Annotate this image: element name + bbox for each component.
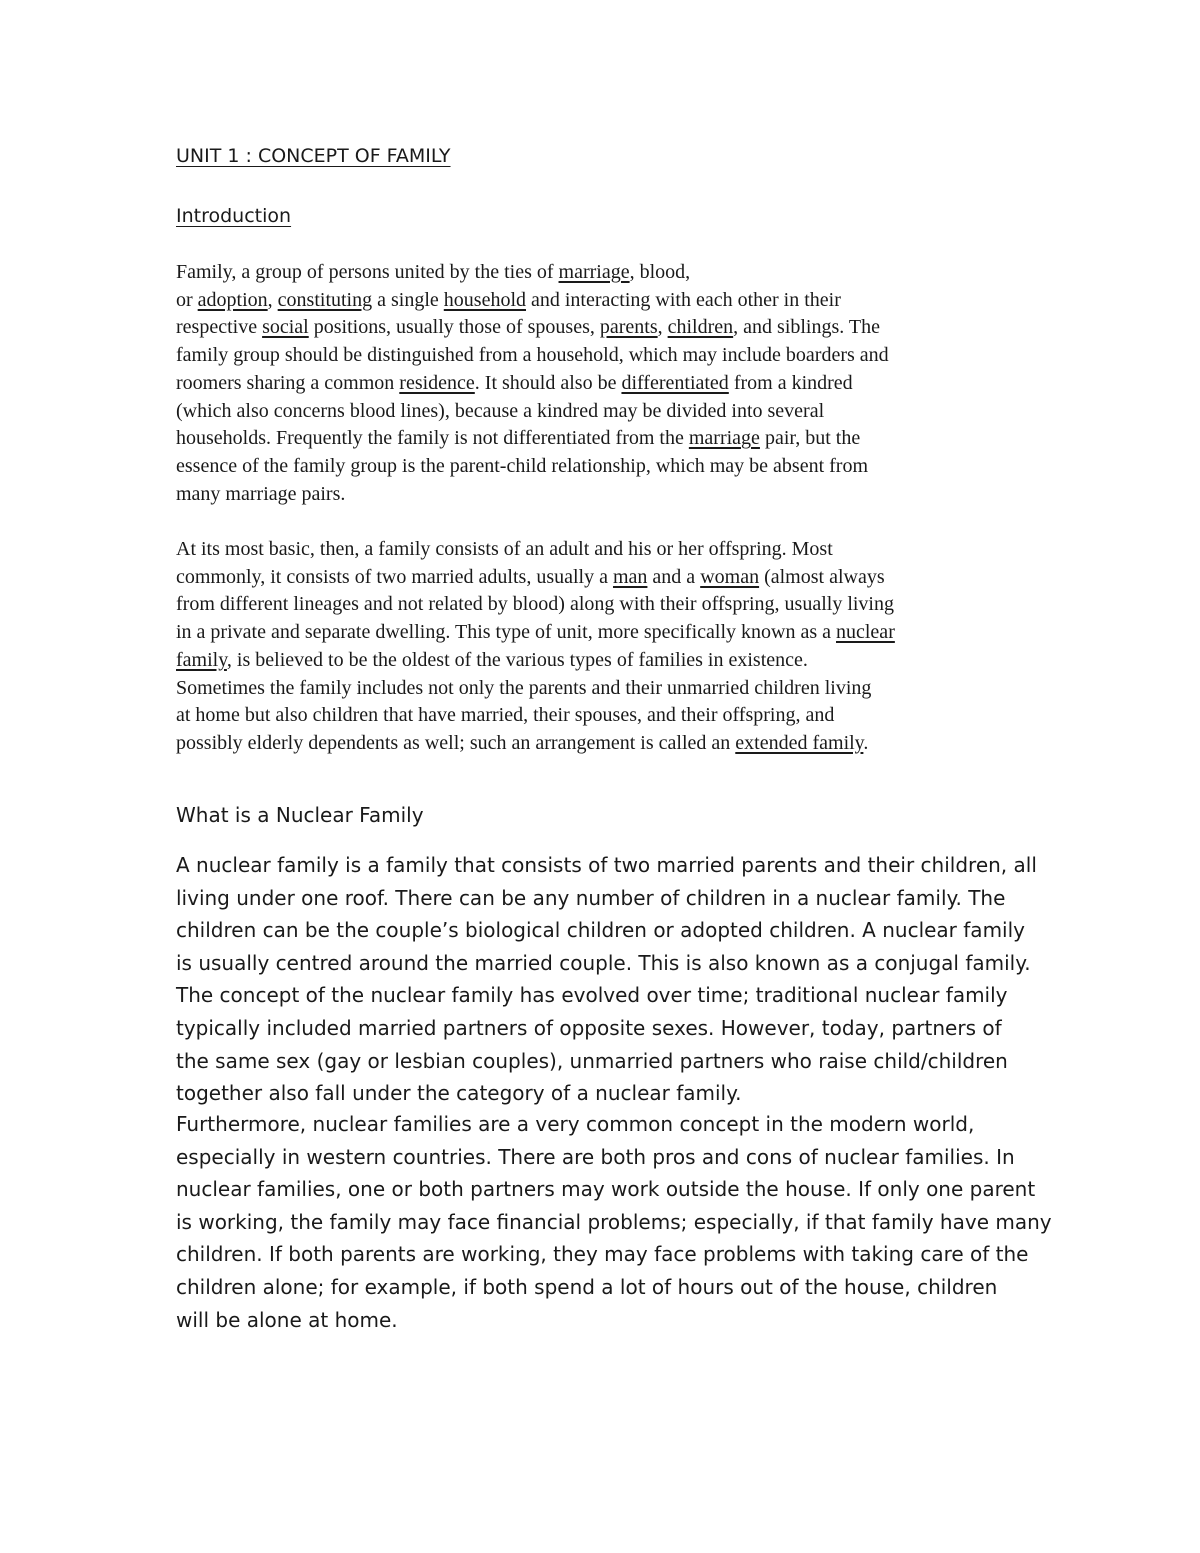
document-title: UNIT 1 : CONCEPT OF FAMILY [176,145,451,167]
introduction-paragraph-2: At its most basic, then, a family consists of an adult and his or her offspring. Most commonly, it consists of two married adults, usually a man and a woman (almost always from different lineages and not related by blood) along with their offspring, usually living in a private and separate dwelling. This type of unit, more specifically known as a nuclear family, is believed to be the oldest of the various types of families in existence. Sometimes the family includes not only the parents and their unmarried children living at home but also children that have married, their spouses, and their offspring, and possibly elderly dependents as well; such an arrangement is called an extended family. [176,538,895,754]
link-adoption[interactable]: adoption [197,288,268,311]
link-residence[interactable]: residence [399,371,475,394]
link-social[interactable]: social [262,316,309,339]
link-extended-family[interactable]: extended family [735,731,864,754]
introduction-paragraph-1: Family, a group of persons united by the ties of marriage, blood, or adoption, constituting a single household and interacting with each other in their respective social positions, usually those of spouses, parents, children, and siblings. The family group should be distinguished from a household, which may include boarders and roomers sharing a common residence. It should also be differentiated from a kindred (which also concerns blood lines), because a kindred may be divided into several households. Frequently the family is not differentiated from the marriage pair, but the essence of the family group is the parent-child relationship, which may be absent from many marriage pairs. [176,261,889,505]
link-constituting[interactable]: constituting [277,288,373,311]
link-differentiated[interactable]: differentiated [621,371,729,394]
link-household[interactable]: household [443,288,526,311]
nuclear-family-paragraph-2: Furthermore, nuclear families are a very common concept in the modern world, especially in western countries. There are both pros and cons of nuclear families. In nuclear families, one or both partners may work outside the house. If only one parent is working, the family may face financial problems; especially, if that family have many children. If both parents are working, they may face problems with taking care of the children alone; for example, if both spend a lot of hours out of the house, children will be alone at home. [176,1112,1052,1332]
link-woman[interactable]: woman [700,565,760,588]
nuclear-family-heading: What is a Nuclear Family [176,803,424,827]
link-nuclear-family-cont[interactable]: family [176,648,227,671]
link-marriage-2[interactable]: marriage [688,427,760,450]
link-marriage[interactable]: marriage [558,261,630,283]
nuclear-family-paragraph-1: A nuclear family is a family that consists of two married parents and their children, all living under one roof. There can be any number of children in a nuclear family. The children can be the couple’s biological children or adopted children. A nuclear family is usually centred around the married couple. This is also known as a conjugal family. The concept of the nuclear family has evolved over time; traditional nuclear family typically included married partners of opposite sexes. However, today, partners of the same sex (gay or lesbian couples), unmarried partners who raise child/children together also fall under the category of a nuclear family. [176,853,1037,1106]
link-nuclear-family[interactable]: nuclear [836,621,895,644]
introduction-heading: Introduction [176,205,292,227]
link-parents[interactable]: parents [599,316,658,339]
link-children[interactable]: children [667,316,734,339]
link-man[interactable]: man [612,565,648,588]
